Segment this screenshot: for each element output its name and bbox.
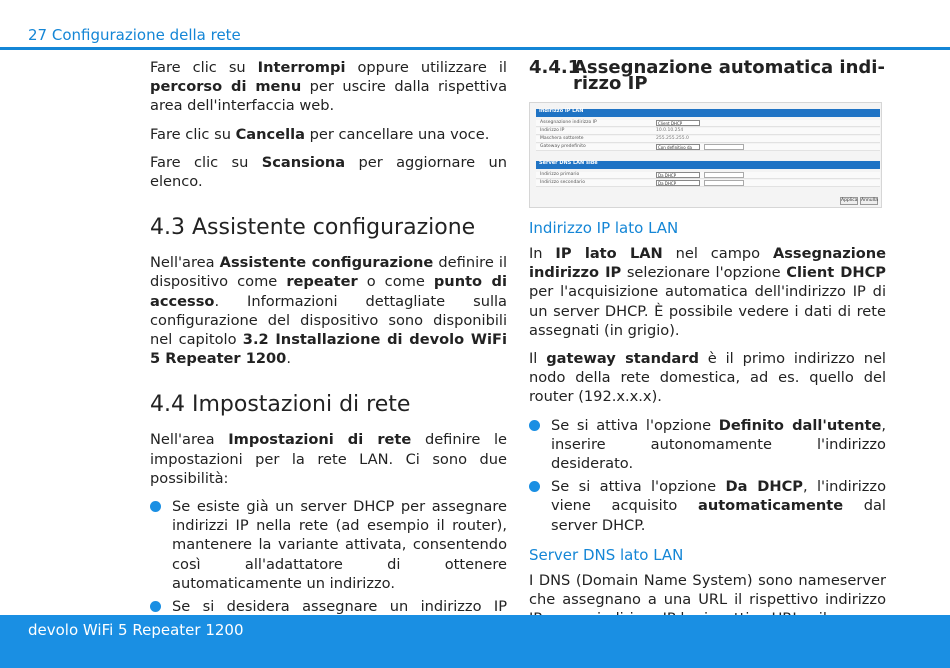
left-column: [150, 58, 507, 659]
text: Il: [529, 350, 547, 368]
gateway-input[interactable]: [704, 144, 744, 150]
text: . Informazioni dettagliate sulla configurazione del dispositivo sono disponibili nel capitolo: [150, 292, 507, 349]
text: selezionare l'opzione: [621, 264, 787, 282]
text: per l'acquisizione automatica dell'indirizzo IP di un server DHCP. È possibile vedere i dati di rete assegnati (in grigio).: [529, 283, 886, 339]
screenshot-row: [536, 136, 880, 143]
heading-4-4-1: [529, 57, 886, 94]
screenshot-row: [536, 120, 880, 127]
bold-repeater: repeater: [286, 273, 358, 291]
bold-impostazioni: Impostazioni di rete: [228, 431, 412, 449]
text: Se si attiva l'opzione: [551, 416, 719, 434]
bullet-list-right: [529, 416, 886, 535]
heading-line-1: Assegnazione automatica indi-: [573, 57, 885, 78]
header-title: 27 Configurazione della rete: [28, 26, 241, 44]
gateway-select[interactable]: Con definitivo da: [656, 144, 700, 150]
row-value: 255.255.255.0: [656, 136, 689, 141]
bold-cancella: Cancella: [235, 125, 305, 143]
dns-secondary-input[interactable]: [704, 180, 744, 186]
paragraph-ip-lan: [529, 244, 886, 340]
text: per uscire dalla rispettiva area dell'interfaccia web.: [150, 78, 508, 115]
text: dal server DHCP.: [551, 497, 886, 534]
paragraph-scansiona: [150, 153, 507, 191]
footer-title: devolo WiFi 5 Repeater 1200: [28, 621, 244, 639]
list-item-text: Se si desidera assegnare un indirizzo IP: [172, 598, 507, 616]
apply-button[interactable]: Applica: [841, 198, 858, 203]
list-item: [529, 416, 886, 474]
text: definire le impostazioni per la rete LAN. Ci sono due possibilità:: [150, 431, 508, 487]
dns-secondary-select[interactable]: Da DHCP: [656, 180, 700, 186]
bold-gateway: gateway standard: [546, 350, 699, 368]
heading-dns: Server DNS lato LAN: [529, 545, 684, 564]
page-header: [0, 0, 950, 50]
section-title: Server DNS LAN side: [539, 160, 598, 166]
bold-assistente: Assistente configurazione: [219, 254, 434, 272]
text: è il primo indirizzo nel nodo della rete domestica, ad es. quello del router (192.x.x.x).: [529, 350, 886, 406]
text: , l'indirizzo viene acquisito: [551, 478, 886, 515]
text: Fare clic su: [150, 59, 258, 76]
paragraph-dns: I DNS (Domain Name System) sono nameserver che assegnano a una URL il rispettivo indirizzo: [529, 571, 886, 609]
bold-punto-accesso: punto di accesso: [150, 273, 508, 310]
bullet-dot-icon: [529, 420, 540, 431]
assignment-select[interactable]: Client DHCP: [656, 120, 700, 126]
row-label: Assegnazione indirizzo IP: [540, 120, 597, 125]
text: Fare clic su: [150, 125, 236, 143]
bold-percorso: percorso di menu: [150, 78, 302, 96]
bold-interrompi: Interrompi: [257, 59, 346, 76]
bold-definito: Definito dall'utente: [718, 416, 882, 434]
cancel-button[interactable]: Annulla: [861, 198, 878, 203]
row-value: 10.0.10.254: [656, 128, 684, 133]
row-label: Indirizzo primario: [540, 172, 580, 177]
bullet-dot-icon: [150, 501, 161, 512]
screenshot-section-bar: [536, 161, 880, 169]
row-label: Maschera sottorete: [540, 136, 584, 141]
heading-lan: Indirizzo IP lato LAN: [529, 219, 679, 237]
heading-line-2: rizzo IP: [573, 73, 648, 94]
paragraph-impostazioni: [150, 430, 507, 488]
list-item: [150, 497, 507, 593]
paragraph-cancella: [150, 125, 507, 144]
text: o come: [357, 273, 434, 291]
section-title: Indirizzo IP LAN: [539, 108, 584, 114]
screenshot-row: [536, 180, 880, 187]
text: In: [529, 245, 556, 262]
bold-da-dhcp: Da DHCP: [725, 478, 803, 496]
list-item: [529, 477, 886, 535]
paragraph-assistente: [150, 253, 507, 368]
screenshot-row: [536, 172, 880, 179]
bold-scansiona: Scansiona: [261, 153, 346, 171]
text: Nell'area: [150, 254, 220, 272]
paragraph-gateway: [529, 349, 886, 407]
bold-automaticamente: automaticamente: [697, 497, 844, 515]
text: Se si attiva l'opzione: [551, 478, 726, 496]
text: Fare clic su: [150, 153, 262, 171]
screenshot-row: [536, 128, 880, 135]
text: oppure utilizzare il: [345, 59, 507, 76]
text: per cancellare una voce.: [304, 125, 490, 143]
row-label: Indirizzo secondario: [540, 180, 585, 185]
heading-4-4: 4.4 Impostazioni di rete: [150, 392, 411, 418]
row-label: Gateway predefinito: [540, 144, 586, 149]
page-footer: [0, 615, 950, 668]
chapter-reference: 3.2 Installazione di devolo WiFi 5 Repeater 1200: [150, 331, 508, 368]
screenshot-row: [536, 144, 880, 151]
bullet-dot-icon: [150, 601, 161, 612]
text: , inserire autonomamente l'indirizzo desiderato.: [551, 416, 887, 473]
bold-assegnazione: Assegnazione indirizzo IP: [529, 245, 887, 282]
row-label: Indirizzo IP: [540, 128, 565, 133]
screenshot-section-bar: [536, 109, 880, 117]
bullet-dot-icon: [529, 481, 540, 492]
list-item-text: Se esiste già un server DHCP per assegnare indirizzi IP nella rete (ad esempio il router), mantenere la variante attivata, consentendo così all'adattatore di ottenere automaticamente un indirizzo.: [172, 498, 507, 592]
bold-client-dhcp: Client DHCP: [786, 264, 886, 282]
text: .: [286, 350, 291, 368]
heading-4-3: 4.3 Assistente configurazione: [150, 215, 476, 241]
bold-ip-lan: IP lato LAN: [555, 245, 663, 262]
heading-number: 4.4.1: [529, 57, 581, 78]
text: definire il dispositivo come: [150, 254, 508, 291]
text: nel campo: [662, 245, 773, 262]
text: per aggiornare un elenco.: [150, 153, 507, 191]
text: Nell'area: [150, 431, 229, 449]
settings-screenshot: [529, 102, 882, 208]
right-column: [529, 58, 886, 637]
dns-primary-select[interactable]: Da DHCP: [656, 172, 700, 178]
dns-primary-input[interactable]: [704, 172, 744, 178]
header-rule: [0, 47, 950, 50]
paragraph-interrompi: [150, 58, 507, 116]
